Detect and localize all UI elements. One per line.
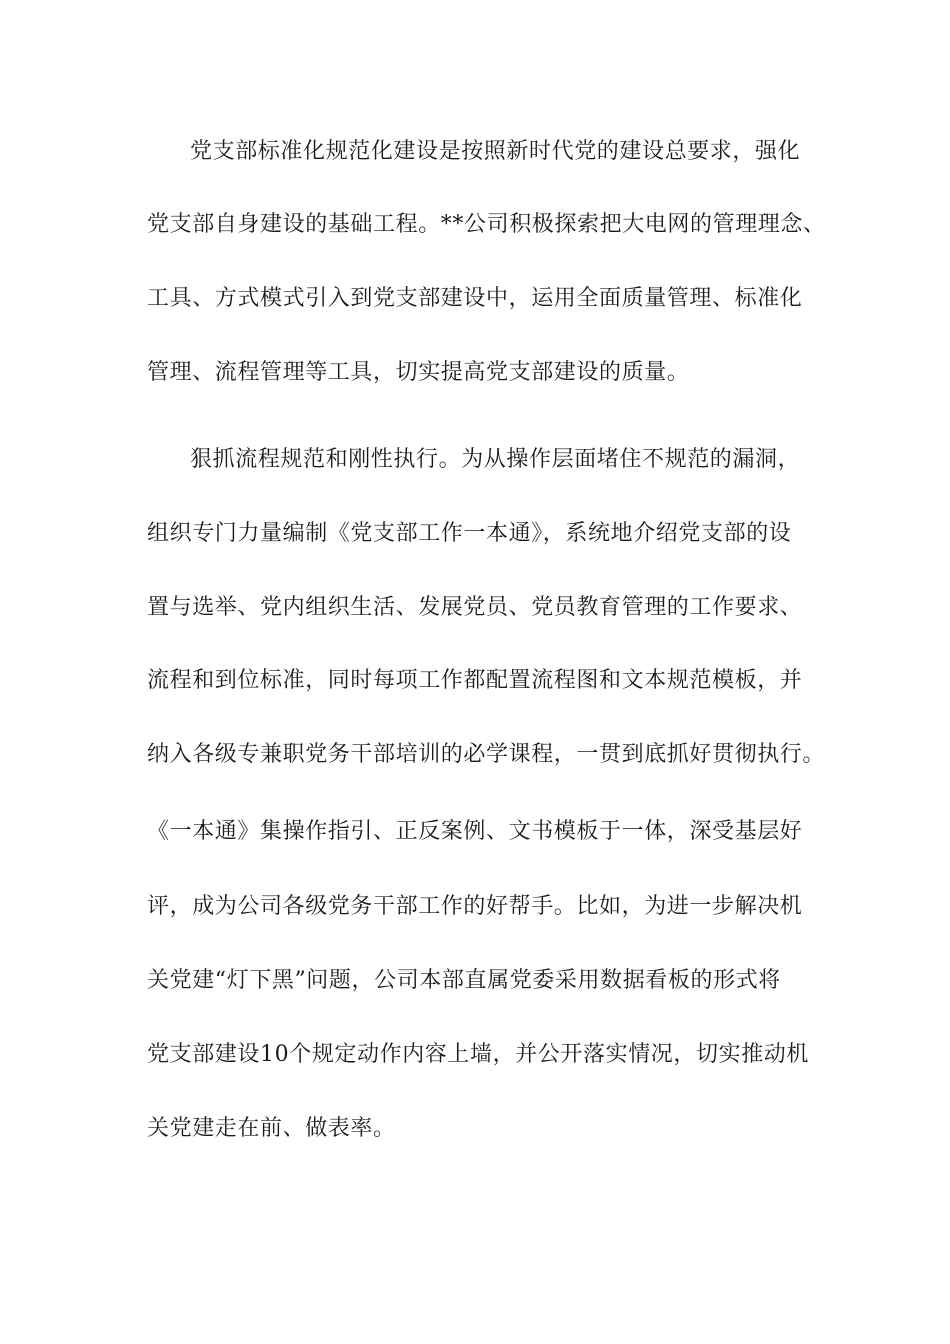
paragraph-2-line-7: 评，成为公司各级党务干部工作的好帮手。比如，为进一步解决机 (147, 894, 803, 919)
paragraph-2-line-9: 党支部建设10个规定动作内容上墙，并公开落实情况，切实推动机 (147, 1042, 809, 1067)
paragraph-2-line-4: 流程和到位标准，同时每项工作都配置流程图和文本规范模板，并 (147, 668, 803, 693)
paragraph-1-line-2: 党支部自身建设的基础工程。**公司积极探索把大电网的管理理念、 (147, 212, 826, 237)
paragraph-2-line-5: 纳入各级专兼职党务干部培训的必学课程，一贯到底抓好贯彻执行。 (147, 742, 826, 767)
paragraph-2-line-6: 《一本通》集操作指引、正反案例、文书模板于一体，深受基层好 (147, 819, 803, 844)
paragraph-2-line-8: 关党建“灯下黑”问题，公司本部直属党委采用数据看板的形式将 (147, 968, 781, 993)
paragraph-2-line-3: 置与选举、党内组织生活、发展党员、党员教育管理的工作要求、 (147, 595, 803, 620)
paragraph-2-line-2: 组织专门力量编制《党支部工作一本通》，系统地介绍党支部的设 (147, 521, 792, 546)
paragraph-1-line-4: 管理、流程管理等工具，切实提高党支部建设的质量。 (147, 360, 690, 385)
paragraph-1-line-1: 党支部标准化规范化建设是按照新时代党的建设总要求，强化 (190, 139, 801, 164)
paragraph-1-line-3: 工具、方式模式引入到党支部建设中，运用全面质量管理、标准化 (147, 286, 803, 311)
paragraph-2-line-10: 关党建走在前、做表率。 (147, 1116, 396, 1141)
paragraph-2-line-1: 狠抓流程规范和刚性执行。为从操作层面堵住不规范的漏洞， (190, 447, 801, 472)
